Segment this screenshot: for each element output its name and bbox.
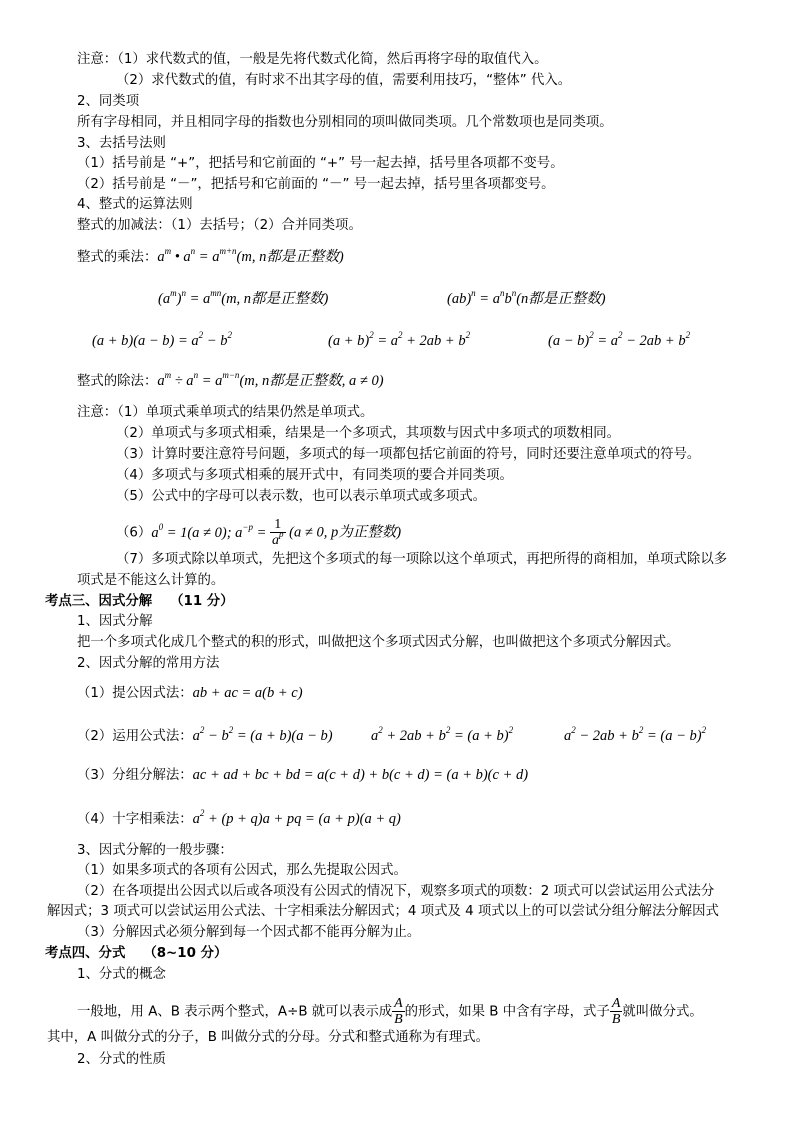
fraction-parts-definition: 其中，A 叫做分式的分子，B 叫做分式的分母。分式和整式通称为有理式。 bbox=[47, 1030, 489, 1045]
bracket-rule-minus: （2）括号前是 “－”，把括号和它前面的 “－” 号一起去掉，括号里各项都变号。 bbox=[77, 177, 555, 192]
section-factorization-title: 考点三、因式分解 （11 分） bbox=[45, 594, 234, 609]
method-formula: （2）运用公式法：$a^2 - b^2 = (a + b)(a - b)$ bbox=[77, 725, 333, 744]
fraction-reciprocal: $\frac{1}{a^p}$ bbox=[272, 517, 284, 548]
fraction-a-over-b: $\frac{A}{B}$ bbox=[394, 996, 403, 1027]
step-1: （1）如果多项式的各项有公因式，那么先提取公因式。 bbox=[77, 863, 407, 878]
method-cross-multiplication: （4）十字相乘法：$a^2 + (p + q)a$ + pq = (a + p)(a + q) bbox=[77, 808, 401, 827]
note-product-3: （3）计算时要注意符号问题，多项式的每一项都包括它前面的符号，同时还要注意单项式的符号。 bbox=[116, 447, 701, 462]
heading-factorization-steps: 3、因式分解的一般步骤： bbox=[77, 843, 233, 858]
add-subtract-rule: 整式的加减法：（1）去括号；（2）合并同类项。 bbox=[77, 218, 362, 233]
formula-square-of-sum: $(a + b)^2 = a^2 + 2ab + b^2$ bbox=[328, 330, 471, 349]
factorization-definition: 把一个多项式化成几个整式的积的形式，叫做把这个多项式因式分解，也叫做把这个多项式分解因式。 bbox=[77, 635, 680, 650]
note-product-7: （7）多项式除以单项式，先把这个多项式的每一项除以这个单项式，再把所得的商相加，单项式除以多 bbox=[116, 552, 728, 567]
note-product-7-cont: 项式是不能这么计算的。 bbox=[77, 573, 225, 588]
note-evaluate-2: （2）求代数式的值，有时求不出其字母的值，需要利用技巧，“整体” 代入。 bbox=[116, 73, 572, 88]
division-rule bbox=[77, 372, 384, 391]
heading-fraction-properties: 2、分式的性质 bbox=[77, 1052, 166, 1067]
step-2-cont: 解因式；3 项式可以尝试运用公式法、十字相乘法分解因式；4 项式及 4 项式以上的可以尝试分组分解法分解因式 bbox=[47, 904, 719, 919]
note-evaluate-1: 注意：（1）求代数式的值，一般是先将代数式化简，然后再将字母的取值代入。 bbox=[77, 52, 548, 67]
like-terms-definition: 所有字母相同，并且相同字母的指数也分别相同的项叫做同类项。几个常数项也是同类项。 bbox=[77, 115, 613, 130]
formula-difference-of-squares: $(a + b)(a - b) = a^2 - b^2$ bbox=[92, 330, 232, 349]
multiplication-rule bbox=[77, 248, 344, 267]
formula-power-quotient: $a^m \div a^n = a^{m-n}(m$, n都是正整数, a ≠ 0) bbox=[157, 370, 384, 389]
note-product-4: （4）多项式与多项式相乘的展开式中，有同类项的要合并同类项。 bbox=[116, 468, 513, 483]
heading-factorization-methods: 2、因式分解的常用方法 bbox=[77, 656, 220, 671]
note-product-1: 注意：（1）单项式乘单项式的结果仍然是单项式。 bbox=[77, 405, 374, 420]
formula-square-of-difference: $(a - b)^2 = a^2 - 2ab + b^2$ bbox=[548, 330, 691, 349]
heading-fraction-concept: 1、分式的概念 bbox=[77, 967, 166, 982]
formula-zero-negative-exponent: $a^0 = 1(a \ne 0)$; $a^{-p}$ = bbox=[151, 521, 271, 541]
heading-like-terms: 2、同类项 bbox=[77, 94, 140, 109]
section-fraction-title: 考点四、分式 （8~10 分） bbox=[45, 946, 228, 961]
factor-square-of-sum: $a^2 + 2ab + b^2 = (a + b)^2$ bbox=[371, 725, 514, 744]
formula-power-product: $a^m$ • $a^n = a^{m+n}(m$, n都是正整数) bbox=[157, 246, 344, 265]
formula-power-of-product: $(ab)^n = a^nb^n(n$都是正整数) bbox=[447, 288, 606, 307]
note-product-5: （5）公式中的字母可以表示数，也可以表示单项式或多项式。 bbox=[116, 489, 487, 504]
division-label: 整式的除法： bbox=[77, 374, 158, 389]
note-product-2: （2）单项式与多项式相乘，结果是一个多项式，其项数与因式中多项式的项数相同。 bbox=[116, 426, 620, 441]
step-3: （3）分解因式必须分解到每一个因式都不能再分解为止。 bbox=[77, 925, 421, 940]
bracket-rule-plus: （1）括号前是 “+”，把括号和它前面的 “+” 号一起去掉，括号里各项都不变号。 bbox=[77, 156, 564, 171]
fraction-a-over-b-2: $\frac{A}{B}$ bbox=[611, 996, 621, 1027]
heading-operation-rules: 4、整式的运算法则 bbox=[77, 197, 193, 212]
method-grouping: （3）分组分解法：ac + ad + bc + bd = a(c + d) + b(c + d) = (a + b)(c + d) bbox=[77, 767, 529, 783]
fraction-concept-text: 一般地，用 A、B 表示两个整式，A÷B 就可以表示成 $\frac{A}{B}$ 的形式，如果 B 中含有字母，式子 $\frac{A}{B}$ 就叫做分式。 bbox=[77, 996, 703, 1027]
formula-power-of-power: $(a^m)^n = a^{mn}(m$, n都是正整数) bbox=[158, 288, 329, 307]
step-2: （2）在各项提出公因式以后或各项没有公因式的情况下，观察多项式的项数：2 项式可以尝试运用公式法分 bbox=[77, 884, 715, 899]
method-common-factor: （1）提公因式法：ab + ac = a(b + c) bbox=[77, 685, 303, 701]
factor-square-of-difference: $a^2 - 2ab + b^2 = (a - b)^2$ bbox=[564, 725, 707, 744]
heading-factorization: 1、因式分解 bbox=[77, 614, 153, 629]
note-product-6: $(6)a^0 = 1(a \ne 0)$; $a^{-p}$ = $\frac{1}{a^p}$ (a ≠ 0, p为正整数) bbox=[116, 517, 402, 548]
multiplication-label: 整式的乘法： bbox=[77, 250, 158, 265]
heading-bracket-rules: 3、去括号法则 bbox=[77, 136, 166, 151]
